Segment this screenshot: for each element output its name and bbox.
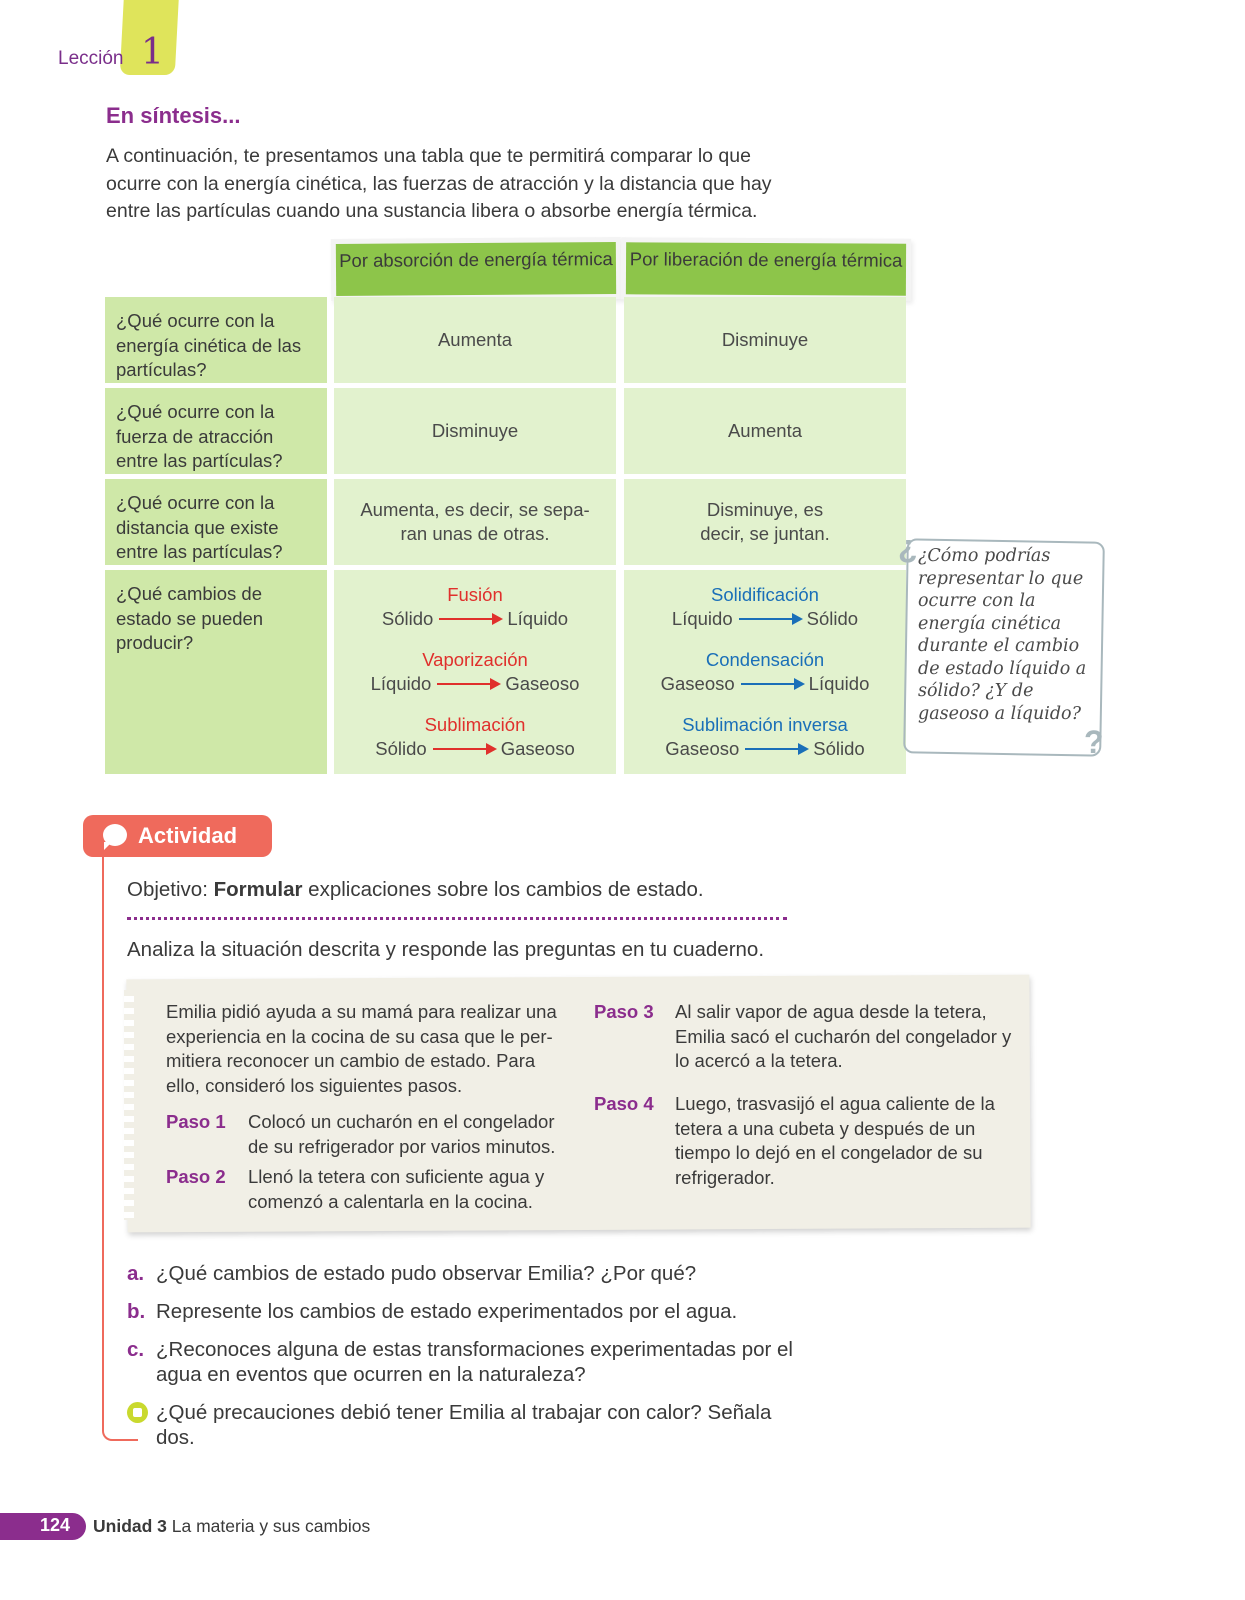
change-from: Sólido	[381, 608, 434, 629]
synthesis-title: En síntesis...	[106, 103, 241, 128]
question-mark-close-icon: ?	[1084, 724, 1104, 760]
change-condensation	[661, 648, 870, 696]
cell-changes-absorption	[334, 570, 616, 774]
step-text: Colocó un cucharón en el congelador de su refrigerador por varios minutos.	[248, 1111, 556, 1157]
safety-bullet-icon	[127, 1402, 148, 1423]
row-question-kinetic: ¿Qué ocurre con la energía cinética de las partículas?	[105, 297, 327, 383]
cell-changes-release	[624, 570, 906, 774]
question-item	[127, 1337, 807, 1387]
lesson-label: Lección	[58, 48, 124, 69]
question-item	[127, 1299, 807, 1324]
change-from: Sólido	[375, 738, 427, 759]
question-item	[127, 1261, 807, 1286]
cell-kinetic-release: Disminuye	[624, 297, 906, 383]
change-name: Vaporización	[422, 649, 528, 670]
cell-attraction-release: Aumenta	[624, 388, 906, 474]
blue-arrow-icon	[745, 748, 807, 750]
cell-kinetic-absorption: Aumenta	[334, 297, 616, 383]
step-text: Luego, trasvasijó el agua caliente de la tetera a una cubeta y después de un tiempo lo dejó en el congelador de su refrigerador.	[675, 1093, 995, 1188]
side-note-text: ¿Cómo podrías representar lo que ocurre con la energía cinética durante el cambio de estado líquido a sólido? ¿Y de gaseoso a líquido?	[918, 546, 1087, 724]
question-text: ¿Reconoces alguna de estas transformaciones experimentadas por el agua en eventos que ocurren en la naturaleza?	[156, 1338, 793, 1386]
change-to: Sólido	[806, 608, 859, 629]
change-from: Líquido	[671, 608, 733, 629]
question-letter: b.	[127, 1300, 146, 1323]
story-text: Emilia pidió ayuda a su mamá para realizar una experiencia en la cocina de su casa que le per- mitiera reconocer un cambio de estado. Para ello, consideró los siguientes pasos.	[166, 1001, 557, 1096]
cell-attraction-absorption: Disminuye	[334, 388, 616, 474]
table-header-absorption: Por absorción de energía térmica	[336, 242, 616, 296]
row-question-changes: ¿Qué cambios de estado se pueden producir?	[105, 570, 327, 774]
red-arrow-icon	[437, 683, 499, 685]
change-to: Líquido	[808, 673, 870, 694]
blue-arrow-icon	[739, 618, 801, 620]
change-to: Gaseoso	[505, 673, 580, 694]
question-text: ¿Qué cambios de estado pudo observar Emilia? ¿Por qué?	[156, 1262, 697, 1285]
objective-text: explicaciones sobre los cambios de estado.	[308, 878, 704, 901]
table-header-release: Por liberación de energía térmica	[626, 242, 906, 295]
change-from: Gaseoso	[660, 673, 735, 694]
change-to: Gaseoso	[500, 738, 575, 759]
question-text: Represente los cambios de estado experimentados por el agua.	[156, 1300, 738, 1323]
step-label: Paso 4	[594, 1093, 654, 1114]
blue-arrow-icon	[741, 683, 803, 685]
step-label: Paso 1	[166, 1111, 226, 1132]
page-number: 124	[40, 1515, 71, 1535]
question-item	[127, 1400, 807, 1450]
step-text: Al salir vapor de agua desde la tetera, Emilia sacó el cucharón del congelador y lo acercó a la tetera.	[675, 1001, 1012, 1071]
step-label: Paso 2	[166, 1166, 226, 1187]
change-name: Fusión	[447, 584, 503, 605]
synthesis-intro: A continuación, te presentamos una tabla que te permitirá comparar lo que ocurre con la energía cinética, las fuerzas de atracción y la distancia que hay entre las partículas cuando una sustancia libera o absorbe energía térmica.	[106, 145, 772, 222]
change-from: Gaseoso	[665, 738, 740, 759]
dotted-divider	[127, 917, 787, 920]
unit-title: La materia y sus cambios	[171, 1516, 371, 1536]
change-deposition	[665, 713, 864, 761]
change-to: Sólido	[813, 738, 865, 759]
question-list	[127, 1261, 807, 1463]
cell-distance-absorption: Aumenta, es decir, se sepa- ran unas de otras.	[334, 479, 616, 565]
question-letter: a.	[127, 1262, 145, 1285]
objective-label: Objetivo:	[127, 878, 208, 901]
activity-objective	[127, 878, 704, 902]
red-arrow-icon	[433, 748, 495, 750]
step-text: Llenó la tetera con suficiente agua y comenzó a calentarla en la cocina.	[248, 1166, 545, 1212]
activity-tab: Actividad	[83, 815, 272, 857]
change-fusion	[382, 583, 568, 631]
question-mark-open-icon: ¿	[898, 528, 918, 564]
objective-verb: Formular	[213, 878, 303, 901]
question-letter: c.	[127, 1338, 145, 1361]
change-sublimation	[375, 713, 574, 761]
change-name: Sublimación	[424, 714, 526, 735]
activity-instruction: Analiza la situación descrita y responde las preguntas en tu cuaderno.	[127, 938, 765, 961]
step-label: Paso 3	[594, 1001, 654, 1022]
footer-unit	[93, 1516, 370, 1537]
change-from: Líquido	[370, 673, 432, 694]
change-vaporization	[371, 648, 580, 696]
speech-bubble-icon	[103, 824, 127, 846]
change-name: Sublimación inversa	[682, 714, 848, 735]
change-name: Solidificación	[711, 584, 819, 605]
change-solidification	[672, 583, 858, 631]
row-question-distance: ¿Qué ocurre con la distancia que existe entre las partículas?	[105, 479, 327, 565]
change-to: Líquido	[507, 608, 569, 629]
torn-edge	[124, 990, 134, 1220]
lesson-number: 1	[141, 32, 164, 73]
red-arrow-icon	[439, 618, 501, 620]
unit-label: Unidad 3	[93, 1516, 167, 1536]
question-text: ¿Qué precauciones debió tener Emilia al trabajar con calor? Señala dos.	[156, 1401, 772, 1449]
cell-distance-release: Disminuye, es decir, se juntan.	[624, 479, 906, 565]
change-name: Condensación	[705, 649, 825, 670]
row-question-attraction: ¿Qué ocurre con la fuerza de atracción entre las partículas?	[105, 388, 327, 474]
